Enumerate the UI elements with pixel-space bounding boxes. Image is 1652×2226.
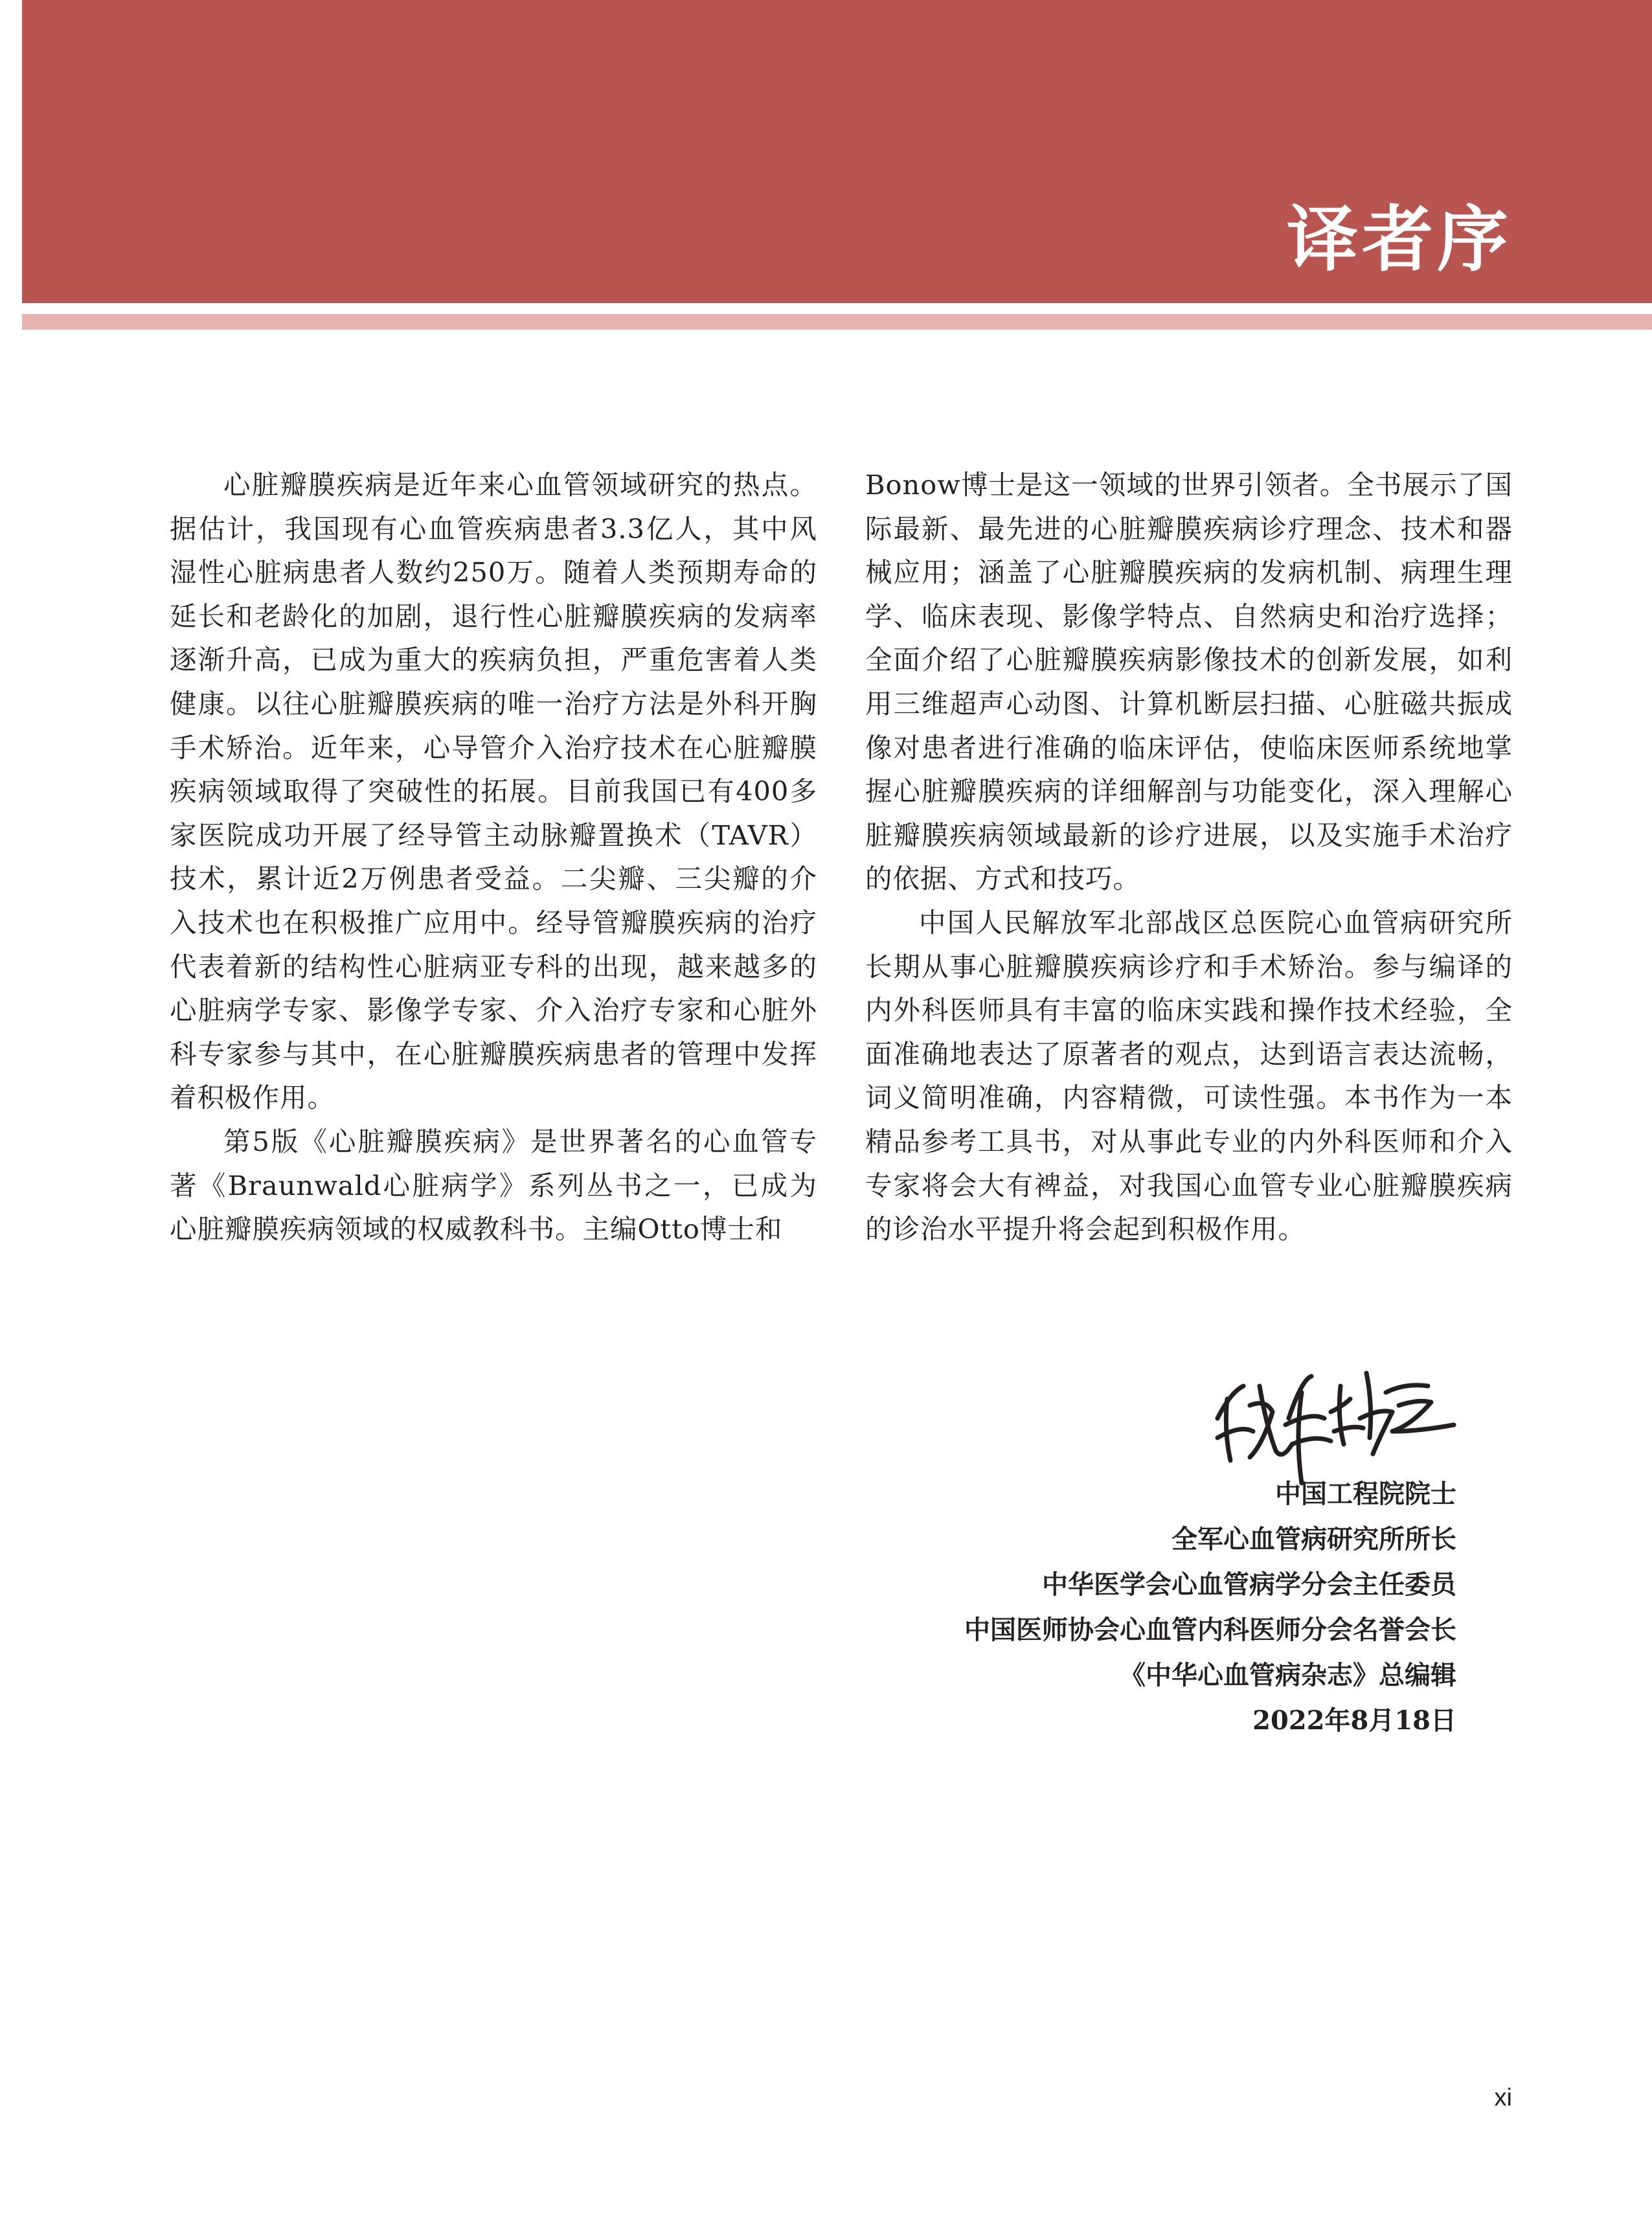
- signatory-title: 《中华心血管病杂志》总编辑: [1120, 1661, 1456, 1690]
- paragraph: 中国人民解放军北部战区总医院心血管病研究所长期从事心脏瓣膜疾病诊疗和手术矫治。参与编译的内外科医师具有丰富的临床实践和操作技术经验，全面准确地表达了原著者的观点，达到语言表达流畅，词义简明准确，内容精微，可读性强。本书作为一本精品参考工具书，对从事此专业的内外科医师和介入专家将会大有裨益，对我国心血管专业心脏瓣膜疾病的诊治水平提升将会起到积极作用。: [865, 906, 1513, 1245]
- signatory-title: 中华医学会心血管病学分会主任委员: [1042, 1570, 1456, 1600]
- left-column: [170, 463, 817, 1251]
- signatory-block: [964, 1471, 1456, 1743]
- signatory-title: 全军心血管病研究所所长: [1171, 1525, 1456, 1554]
- signatory-title: 中国医师协会心血管内科医师分会名誉会长: [964, 1615, 1456, 1645]
- signatory-date: 2022年8月18日: [1252, 1705, 1456, 1736]
- header-stripe: [22, 314, 1652, 330]
- paragraph: Bonow博士是这一领域的世界引领者。全书展示了国际最新、最先进的心脏瓣膜疾病诊疗理念、技术和器械应用；涵盖了心脏瓣膜疾病的发病机制、病理生理学、临床表现、影像学特点、自然病史和治疗选择；全面介绍了心脏瓣膜疾病影像技术的创新发展，如利用三维超声心动图、计算机断层扫描、心脏磁共振成像对患者进行准确的临床评估，使临床医师系统地掌握心脏瓣膜疾病的详细解剖与功能变化，深入理解心脏瓣膜疾病领域最新的诊疗进展，以及实施手术治疗的依据、方式和技巧。: [865, 469, 1513, 895]
- paragraph: 第5版《心脏瓣膜疾病》是世界著名的心血管专著《Braunwald心脏病学》系列丛书之一，已成为心脏瓣膜疾病领域的权威教科书。主编Otto博士和: [170, 1125, 817, 1245]
- page-title: 译者序: [1287, 198, 1512, 281]
- signatory-title: 中国工程院院士: [1275, 1479, 1456, 1509]
- page-number: xi: [1494, 2084, 1512, 2111]
- paragraph: 心脏瓣膜疾病是近年来心血管领域研究的热点。据估计，我国现有心血管疾病患者3.3亿人，其中风湿性心脏病患者人数约250万。随着人类预期寿命的延长和老龄化的加剧，退行性心脏瓣膜疾病的发病率逐渐升高，已成为重大的疾病负担，严重危害着人类健康。以往心脏瓣膜疾病的唯一治疗方法是外科开胸手术矫治。近年来，心导管介入治疗技术在心脏瓣膜疾病领域取得了突破性的拓展。目前我国已有400多家医院成功开展了经导管主动脉瓣置换术（TAVR）技术，累计近2万例患者受益。二尖瓣、三尖瓣的介入技术也在积极推广应用中。经导管瓣膜疾病的治疗代表着新的结构性心脏病亚专科的出现，越来越多的心脏病学专家、影像学专家、介入治疗专家和心脏外科专家参与其中，在心脏瓣膜疾病患者的管理中发挥着积极作用。: [170, 469, 817, 1114]
- right-column: [865, 463, 1513, 1251]
